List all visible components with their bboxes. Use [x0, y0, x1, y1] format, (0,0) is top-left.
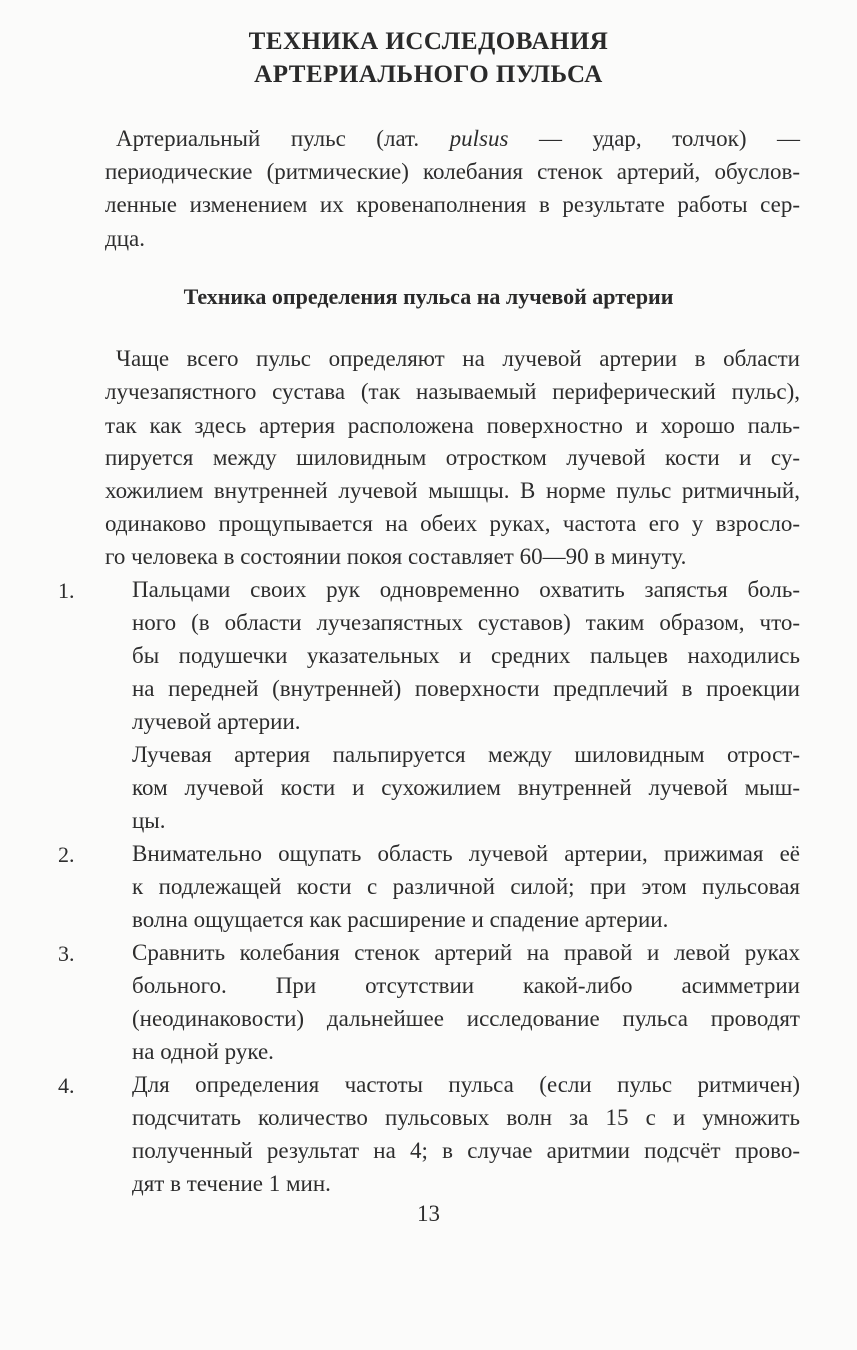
title-line-2: АРТЕРИАЛЬНОГО ПУЛЬСА: [254, 61, 603, 88]
para2-line: одинаково прощупывается на обеих руках, частота его у взросло-: [105, 511, 800, 536]
list-item-line: подсчитать количество пульсовых волн за 15 с и умножить: [132, 1105, 800, 1130]
list-item-line: Сравнить колебания стенок артерий на правой и левой руках: [132, 940, 800, 965]
intro-line-3: ленные изменением их кровенаполнения в результате работы сер-: [105, 192, 800, 217]
intro-line-4: дца.: [105, 226, 145, 251]
section-subtitle: Техника определения пульса на лучевой артерии: [183, 284, 674, 309]
list-item-line: цы.: [132, 808, 166, 833]
list-item-line: Лучевая артерия пальпируется между шиловидным отрост-: [132, 742, 800, 767]
intro-line-1-end: — удар, толчок) —: [508, 126, 800, 151]
list-item-line: (неодинаковости) дальнейшее исследование пульса проводят: [132, 1006, 800, 1031]
list-number: 1.: [58, 578, 75, 603]
list-item-line: волна ощущается как расширение и спадение артерии.: [132, 907, 669, 932]
list-item-line: бы подушечки указательных и средних пальцев находились: [132, 643, 800, 668]
para2-line: пируется между шиловидным отростком лучевой кости и су-: [105, 445, 800, 470]
list-item-line: на передней (внутренней) поверхности предплечий в проекции: [132, 676, 800, 701]
list-item-line: ком лучевой кости и сухожилием внутренней лучевой мыш-: [132, 775, 800, 800]
para2-line: хожилием внутренней лучевой мышцы. В норме пульс ритмичный,: [105, 478, 800, 503]
list-item-line: полученный результат на 4; в случае аритмии подсчёт прово-: [132, 1138, 800, 1163]
list-item-line: больного. При отсутствии какой-либо асимметрии: [132, 973, 800, 998]
list-item-line: на одной руке.: [132, 1039, 274, 1064]
list-number: 3.: [58, 941, 75, 966]
intro-line-1-start: Артериальный пульс (лат.: [116, 126, 450, 151]
list-item-line: лучевой артерии.: [132, 709, 301, 734]
list-item-line: Для определения частоты пульса (если пульс ритмичен): [132, 1072, 800, 1097]
intro-line-2: периодические (ритмические) колебания стенок артерий, обуслов-: [105, 159, 800, 184]
para2-line: лучезапястного сустава (так называемый периферический пульс),: [105, 379, 800, 404]
latin-term: pulsus: [449, 126, 509, 151]
list-item-line: к подлежащей кости с различной силой; при этом пульсовая: [132, 874, 800, 899]
para2-line: Чаще всего пульс определяют на лучевой артерии в области: [116, 346, 800, 371]
para2-line: го человека в состоянии покоя составляет 60—90 в минуту.: [105, 544, 687, 569]
list-item-line: Внимательно ощупать область лучевой артерии, прижимая её: [132, 841, 800, 866]
list-item-line: ного (в области лучезапястных суставов) таким образом, что-: [132, 610, 800, 635]
page-number: 13: [417, 1201, 440, 1226]
para2-line: так как здесь артерия расположена поверхностно и хорошо паль-: [105, 413, 800, 438]
list-item-line: Пальцами своих рук одновременно охватить запястья боль-: [132, 577, 800, 602]
list-number: 4.: [58, 1073, 75, 1098]
list-number: 2.: [58, 842, 75, 867]
intro-line-1: [116, 127, 800, 150]
list-item-line: дят в течение 1 мин.: [132, 1171, 331, 1196]
title-line-1: ТЕХНИКА ИССЛЕДОВАНИЯ: [248, 28, 609, 55]
